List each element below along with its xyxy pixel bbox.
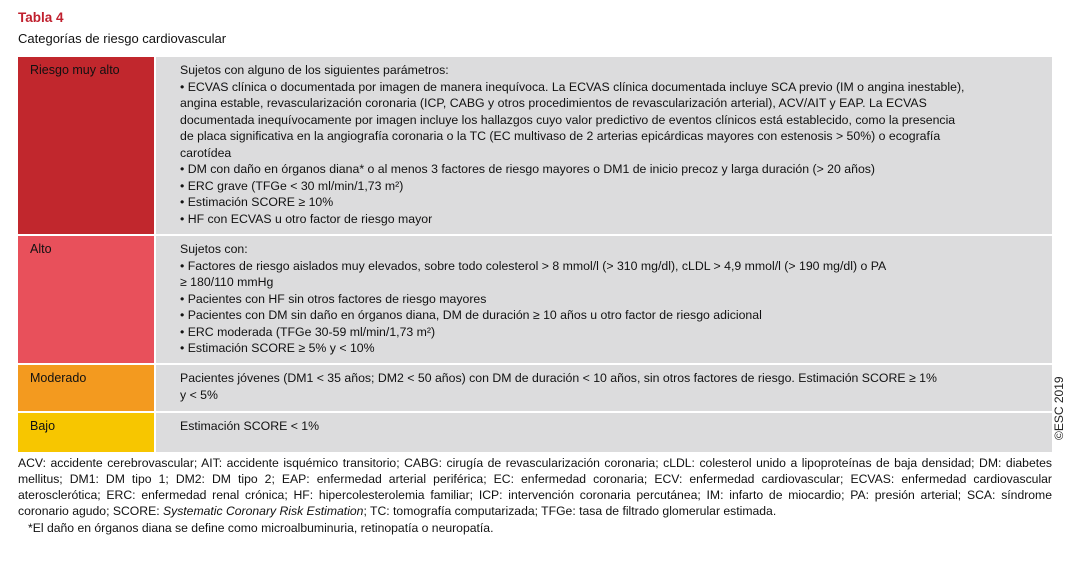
abbreviations-text-end: ; TC: tomografía computarizada; TFGe: tasa de filtrado glomerular estimada. [363, 504, 777, 518]
description-line: de placa significativa en la angiografía coronaria o la TC (EC multivaso de 2 arterias epicárdicas mayores con estenosis > 50%) o ecografía [180, 129, 941, 143]
description-line: • ERC moderada (TFGe 30-59 ml/min/1,73 m²) [180, 324, 436, 339]
description-line: ≥ 180/110 mmHg [180, 275, 274, 289]
copyright-label: ©ESC 2019 [1052, 376, 1066, 440]
description-line: y < 5% [180, 387, 218, 402]
description-cell [155, 364, 1052, 412]
description-line: • HF con ECVAS u otro factor de riesgo mayor [180, 211, 433, 226]
risk-categories-table [18, 57, 1052, 454]
description-line: Sujetos con: [180, 242, 248, 256]
description-cell [155, 235, 1052, 364]
category-cell: Moderado [18, 364, 155, 412]
table-row-very-high [18, 57, 1052, 235]
description-line: • ECVAS clínica o documentada por imagen de manera inequívoca. La ECVAS clínica documentada incluye SCA previo (IM o angina inestable), [180, 79, 965, 94]
description-line: • ERC grave (TFGe < 30 ml/min/1,73 m²) [180, 178, 404, 193]
footnote-asterisk: *El daño en órganos diana se define como microalbuminuria, retinopatía o neuropatía. [28, 521, 494, 535]
table-row-high [18, 235, 1052, 364]
description-line: • Pacientes con HF sin otros factores de riesgo mayores [180, 291, 487, 306]
description-line: • DM con daño en órganos diana* o al menos 3 factores de riesgo mayores o DM1 de inicio precoz y larga duración (> 20 años) [180, 162, 876, 176]
table-title: Tabla 4 [18, 10, 64, 25]
description-line: Estimación SCORE < 1% [180, 419, 320, 433]
description-line: Sujetos con alguno de los siguientes parámetros: [180, 63, 449, 77]
footnotes [18, 455, 1052, 536]
description-line: documentada inequívocamente por imagen incluye los hallazgos cuyo valor predictivo de eventos clínicos está establecido, como la presencia [180, 112, 956, 127]
description-line: angina estable, revascularización coronaria (ICP, CABG y otros procedimientos de revascularización arterial), ACV/AIT y EAP. La ECVAS [180, 96, 927, 110]
table-row-moderate [18, 364, 1052, 412]
table-row-low [18, 412, 1052, 453]
description-line: • Factores de riesgo aislados muy elevados, sobre todo colesterol > 8 mmol/l (> 310 mg/dl), cLDL > 4,9 mmol/l (> 190 mg/dl) o PA [180, 258, 887, 273]
abbreviations-italic: Systematic Coronary Risk Estimation [162, 504, 364, 518]
description-line: • Estimación SCORE ≥ 5% y < 10% [180, 341, 375, 355]
abbreviations-text: ACV: accidente cerebrovascular; AIT: accidente isquémico transitorio; CABG: cirugía de revascularización coronaria; cLDL: colesterol unido a lipoproteínas de baja densidad; DM: diabetes mellitus; DM1: DM tipo 1; DM2: DM tipo 2; EAP: enfermedad arterial periférica; EC: enfermedad coronaria; ECV: enfermedad cardiovascular; ECVAS: enfermedad cardiovascular aterosclerótica; ERC: enfermedad renal crónica; HF: hipercolesterolemia familiar; ICP: intervención coronaria percutánea; IM: infarto de miocardio; PA: presión arterial; SCA: síndrome coronario agudo; SCORE: [18, 456, 1052, 518]
description-line: Pacientes jóvenes (DM1 < 35 años; DM2 < 50 años) con DM de duración < 10 años, sin otros factores de riesgo. Estimación SCORE ≥ 1% [180, 371, 937, 385]
table-subtitle: Categorías de riesgo cardiovascular [18, 31, 227, 46]
description-line: • Estimación SCORE ≥ 10% [180, 195, 334, 209]
category-cell: Riesgo muy alto [18, 57, 155, 235]
category-cell: Bajo [18, 412, 155, 453]
category-cell: Alto [18, 235, 155, 364]
description-cell [155, 412, 1052, 453]
description-cell [155, 57, 1052, 235]
description-line: carotídea [180, 145, 232, 160]
description-line: • Pacientes con DM sin daño en órganos diana, DM de duración ≥ 10 años u otro factor de riesgo adicional [180, 308, 762, 322]
